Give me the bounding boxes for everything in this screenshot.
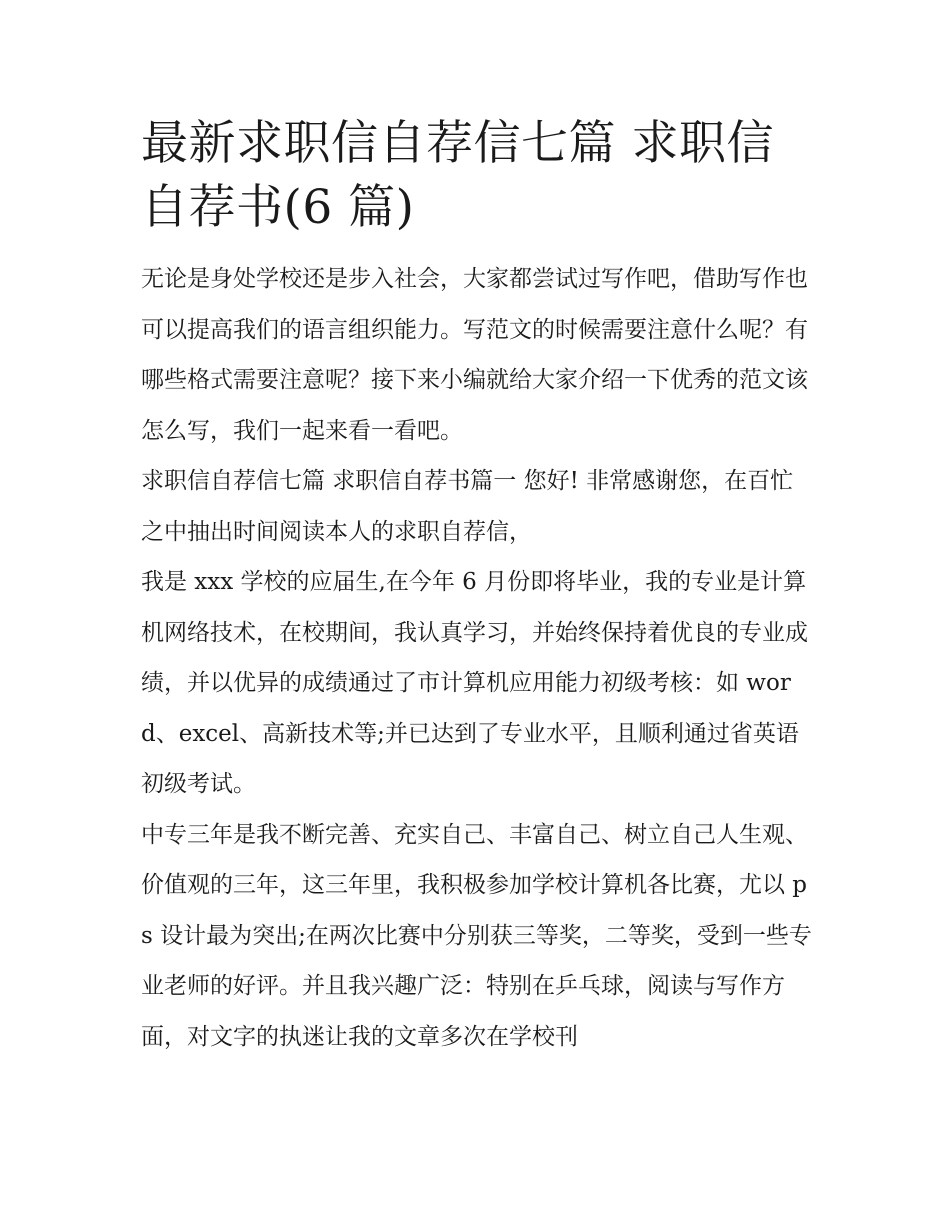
document-title: 最新求职信自荐信七篇 求职信自荐书(6 篇) [141, 116, 774, 235]
document-body [141, 112, 813, 1062]
paragraph-activities: 中专三年是我不断完善、充实自己、丰富自己、树立自己人生观、价值观的三年，这三年里，我积极参加学校计算机各比赛，尤以 ps 设计最为突出;在两次比赛中分别获三等奖，二等奖，受到一些专业老师的好评。并且我兴趣广泛：特别在乒乓球，阅读与写作方面，对文字的执迷让我的文章多次在学校刊 [141, 821, 812, 1050]
paragraph-education: 我是 xxx 学校的应届生,在今年 6 月份即将毕业，我的专业是计算机网络技术，在校期间，我认真学习，并始终保持着优良的专业成绩，并以优异的成绩通过了市计算机应用能力初级考核：如 word、excel、高新技术等;并已达到了专业水平，且顺利通过省英语初级考试。 [141, 569, 808, 797]
paragraph-intro: 无论是身处学校还是步入社会，大家都尝试过写作吧，借助写作也可以提高我们的语言组织能力。写范文的时候需要注意什么呢？有哪些格式需要注意呢？接下来小编就给大家介绍一下优秀的范文该怎么写，我们一起来看一看吧。 [141, 266, 808, 444]
paragraph-greeting: 求职信自荐信七篇 求职信自荐书篇一 您好! 非常感谢您，在百忙之中抽出时间阅读本人的求职自荐信， [141, 468, 794, 545]
